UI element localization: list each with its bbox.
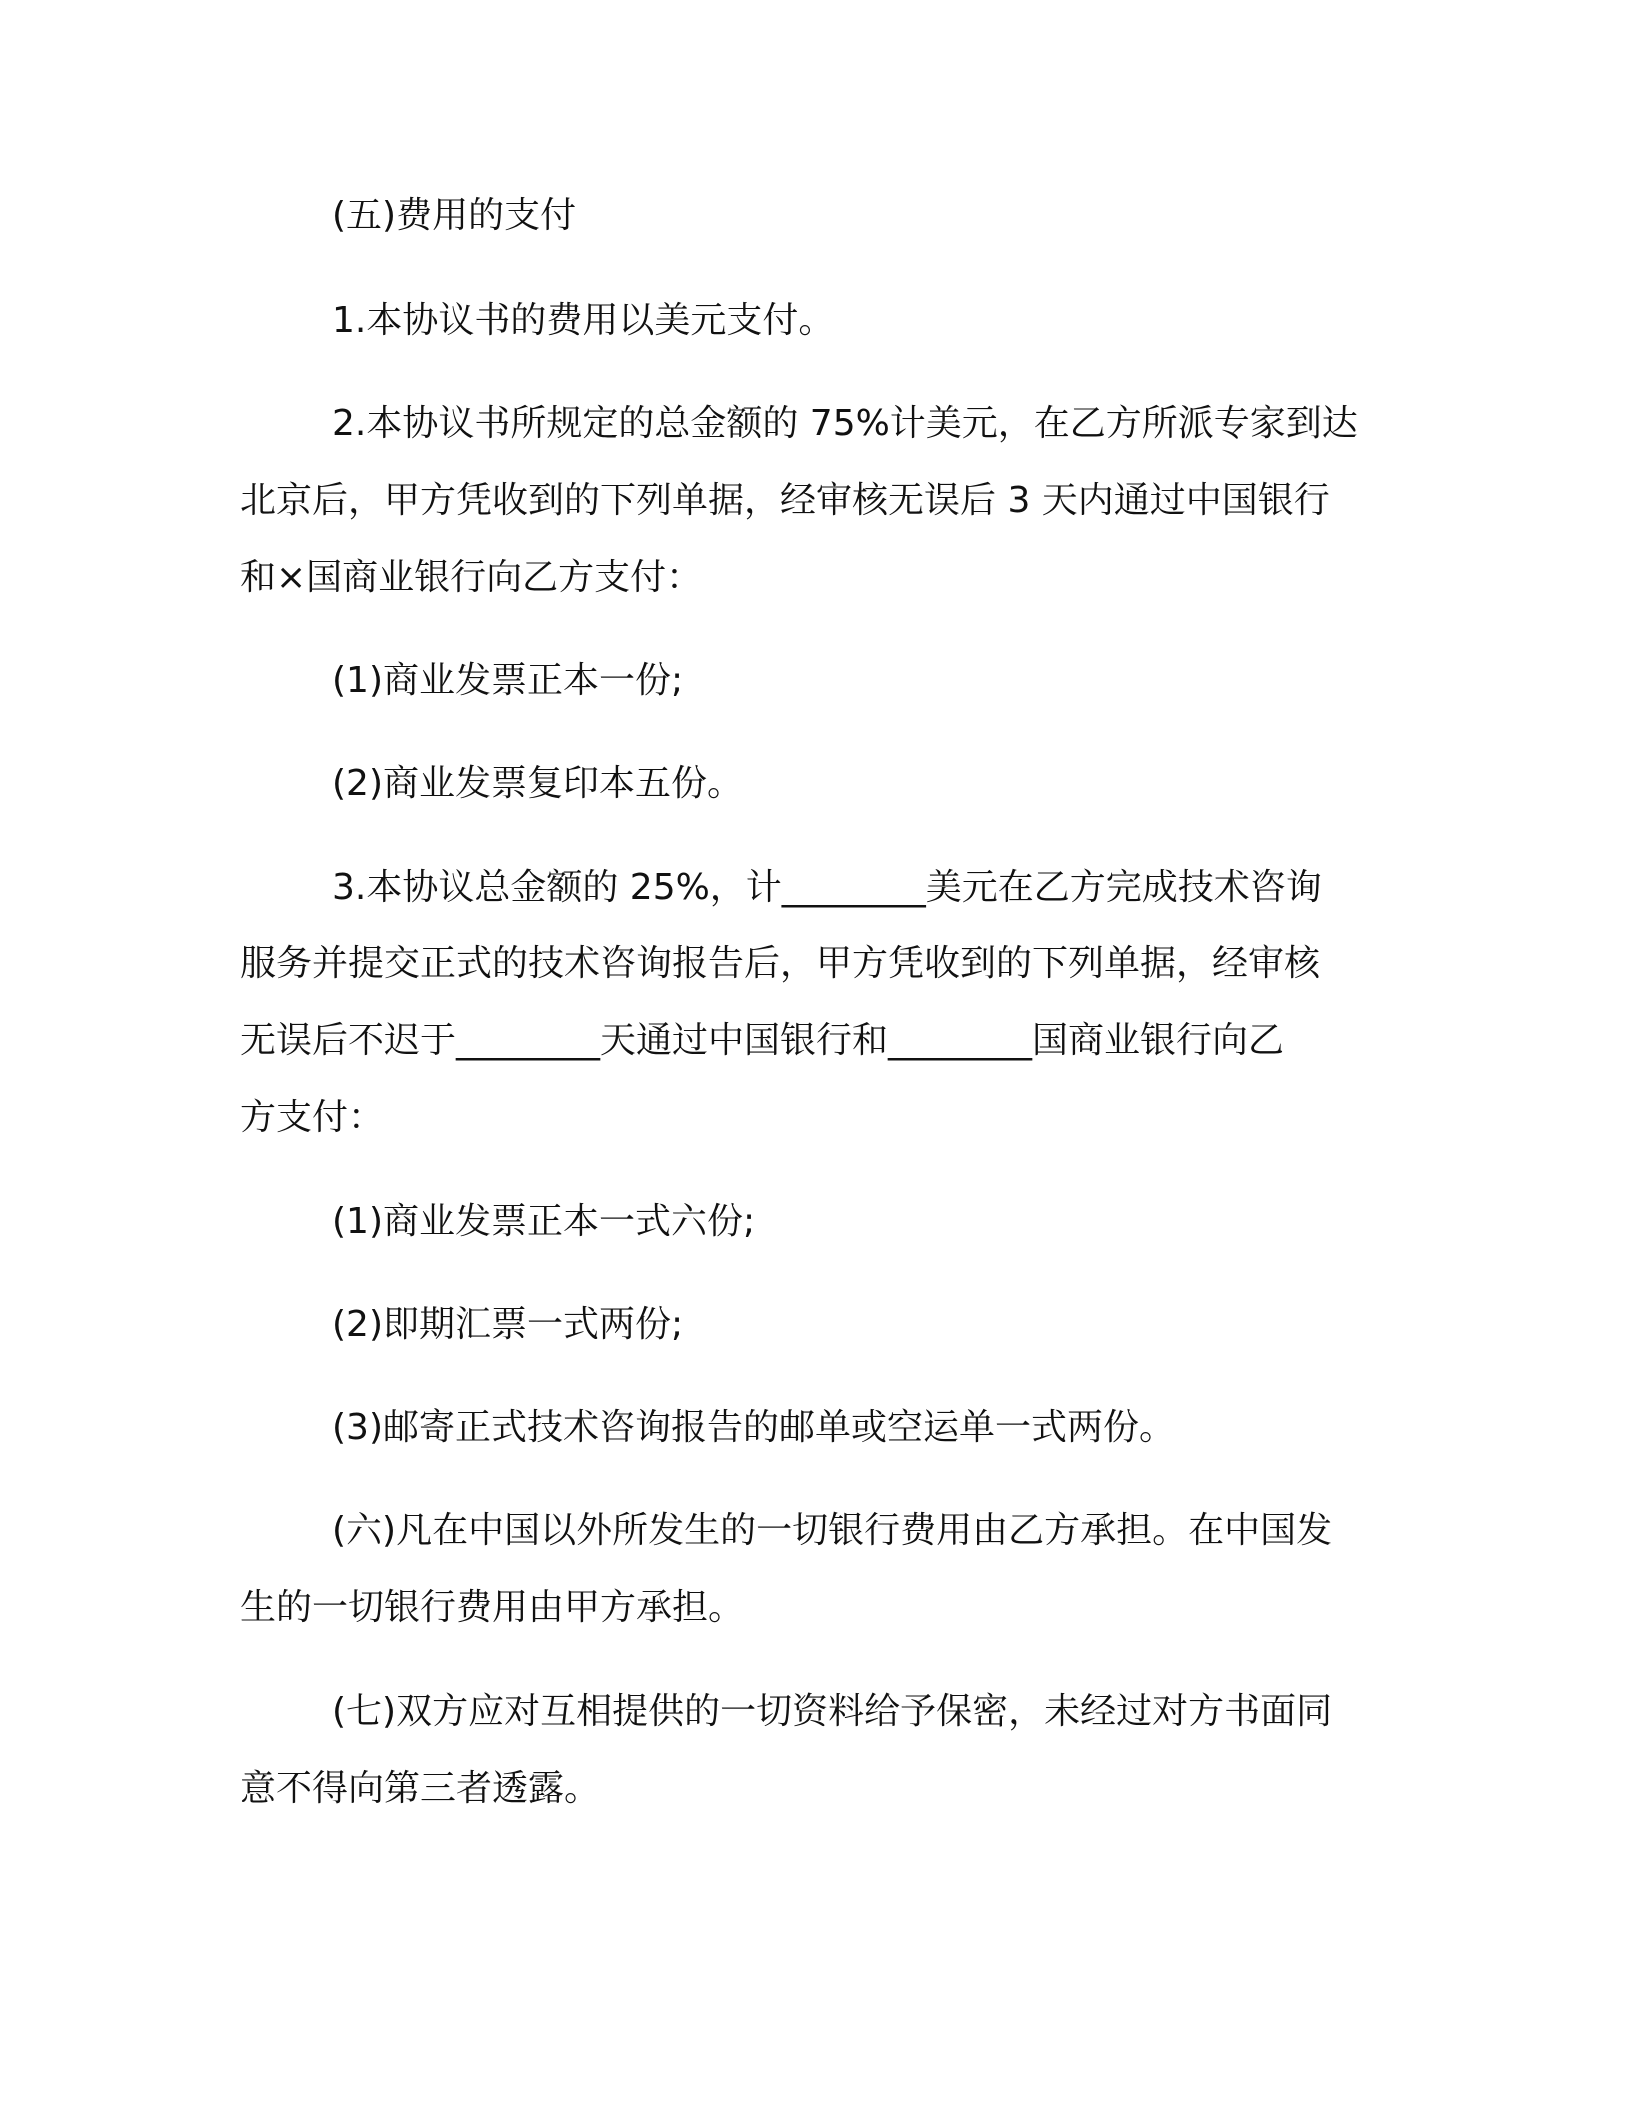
clause-3-line-2: 服务并提交正式的技术咨询报告后，甲方凭收到的下列单据，经审核 xyxy=(240,943,1321,984)
clause-3-line-1: 3.本协议总金额的 25%，计________美元在乙方完成技术咨询 xyxy=(332,867,1322,908)
clause-3-line-3: 无误后不迟于________天通过中国银行和________国商业银行向乙 xyxy=(240,1020,1285,1061)
clause-3-item-3: (3)邮寄正式技术咨询报告的邮单或空运单一式两份。 xyxy=(332,1407,1175,1448)
section-7-line-1: (七)双方应对互相提供的一切资料给予保密，未经过对方书面同 xyxy=(332,1691,1333,1732)
clause-2-line-3: 和×国商业银行向乙方支付： xyxy=(240,557,703,598)
clause-3-item-2: (2)即期汇票一式两份; xyxy=(332,1304,684,1345)
clause-2-line-1: 2.本协议书所规定的总金额的 75%计美元，在乙方所派专家到达 xyxy=(332,403,1358,444)
clause-3-line-4: 方支付： xyxy=(240,1097,385,1138)
clause-2-line-2: 北京后，甲方凭收到的下列单据，经审核无误后 3 天内通过中国银行 xyxy=(240,480,1330,521)
section-6-line-2: 生的一切银行费用由甲方承担。 xyxy=(240,1587,745,1628)
section-heading-payment: (五)费用的支付 xyxy=(332,195,577,236)
clause-2-item-2: (2)商业发票复印本五份。 xyxy=(332,763,743,804)
section-6-line-1: (六)凡在中国以外所发生的一切银行费用由乙方承担。在中国发 xyxy=(332,1510,1333,1551)
section-7-line-2: 意不得向第三者透露。 xyxy=(240,1768,601,1809)
clause-2-item-1: (1)商业发票正本一份; xyxy=(332,660,684,701)
clause-1: 1.本协议书的费用以美元支付。 xyxy=(332,300,835,341)
clause-3-item-1: (1)商业发票正本一式六份; xyxy=(332,1201,756,1242)
